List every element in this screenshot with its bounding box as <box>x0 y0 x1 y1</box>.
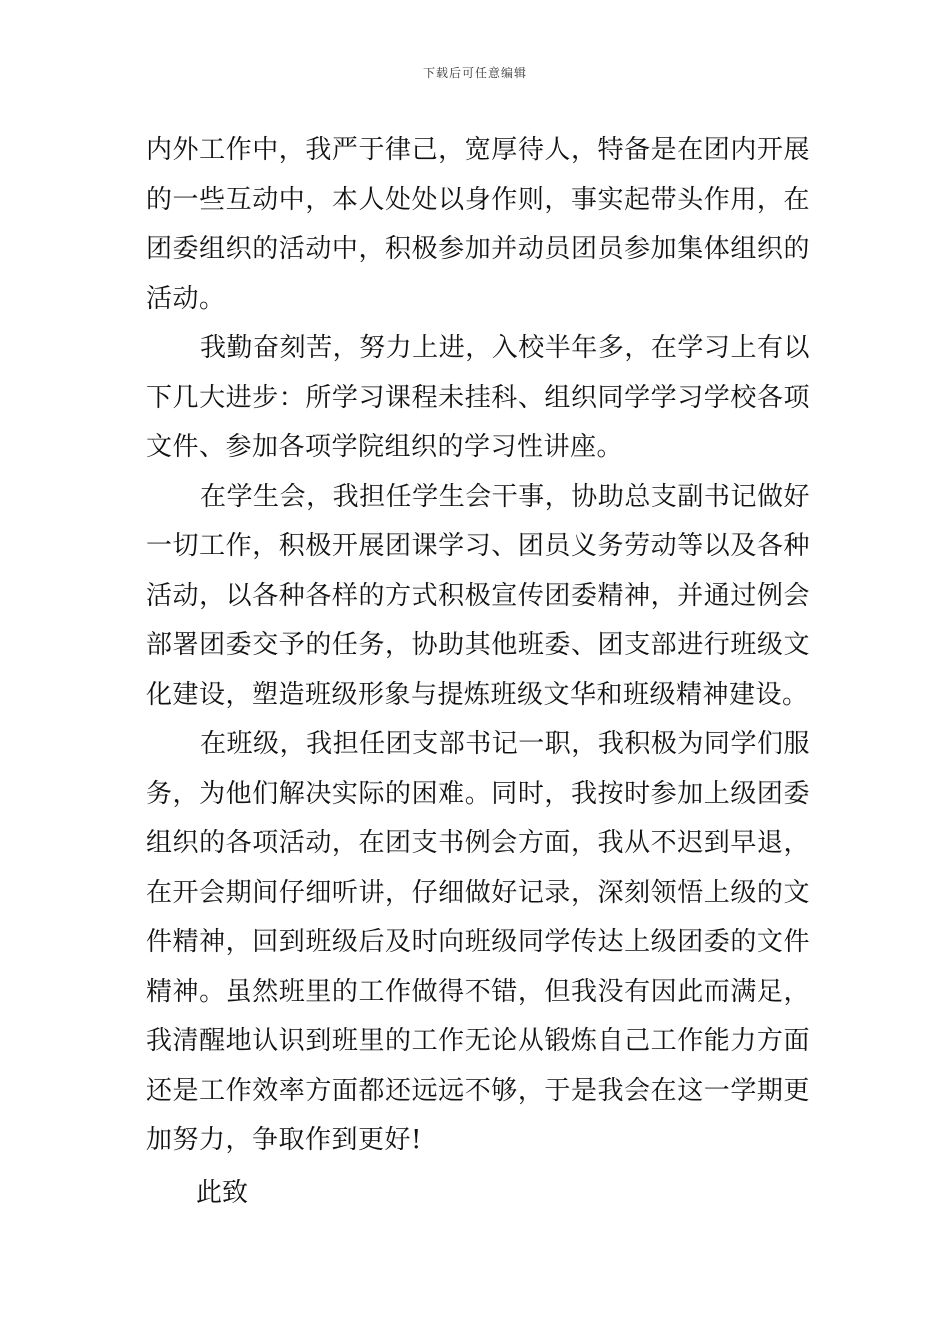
paragraph-student-union: 在学生会，我担任学生会干事，协助总支副书记做好一切工作，积极开展团课学习、团员义务劳动等以及各种活动，以各种各样的方式积极宣传团委精神，并通过例会部署团委交予的任务，协助其他班委、团支部进行班级文化建设，塑造班级形象与提炼班级文华和班级精神建设。 <box>146 481 810 710</box>
paragraph-continued: 内外工作中，我严于律己，宽厚待人，特备是在团内开展的一些互动中，本人处处以身作则，事实起带头作用，在团委组织的活动中，积极参加并动员团员参加集体组织的活动。 <box>146 135 810 314</box>
document-body <box>146 126 810 1218</box>
paragraph-class: 在班级，我担任团支部书记一职，我积极为同学们服务，为他们解决实际的困难。同时，我按时参加上级团委组织的各项活动，在团支书例会方面，我从不迟到早退，在开会期间仔细听讲，仔细做好记录，深刻领悟上级的文件精神，回到班级后及时向班级同学传达上级团委的文件精神。虽然班里的工作做得不错，但我没有因此而满足，我清醒地认识到班里的工作无论从锻炼自己工作能力方面还是工作效率方面都还远远不够，于是我会在这一学期更加努力，争取作到更好! <box>146 729 810 1155</box>
paragraph-study: 我勤奋刻苦，努力上进，入校半年多，在学习上有以下几大进步：所学习课程未挂科、组织同学学习学校各项文件、参加各项学院组织的学习性讲座。 <box>146 333 810 462</box>
page-header: 下载后可任意编辑 <box>422 66 527 80</box>
closing-salutation: 此致 <box>196 1177 249 1208</box>
